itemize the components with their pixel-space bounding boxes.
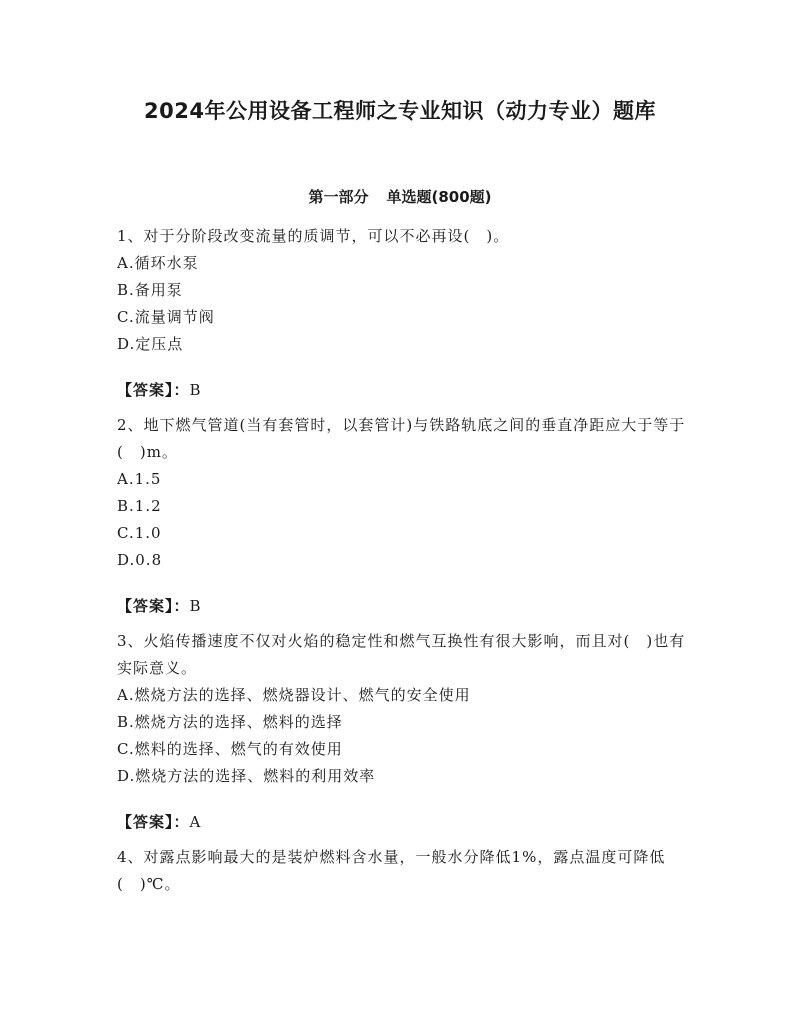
question-stem: 3、火焰传播速度不仅对火焰的稳定性和燃气互换性有很大影响，而且对( )也有实际意义。 <box>117 632 686 677</box>
answer-value: A <box>189 813 202 831</box>
section-heading <box>0 186 800 207</box>
question-option: D.燃烧方法的选择、燃料的利用效率 <box>117 767 376 785</box>
answer-line <box>117 593 687 620</box>
question-list <box>117 223 687 898</box>
section-name: 单选题(800题) <box>386 188 492 206</box>
question-option: A.燃烧方法的选择、燃烧器设计、燃气的安全使用 <box>117 686 471 704</box>
question-stem: 1、对于分阶段改变流量的质调节，可以不必再设( )。 <box>117 227 510 245</box>
question-option: B.备用泵 <box>117 281 183 299</box>
question-option: C.燃料的选择、燃气的有效使用 <box>117 740 343 758</box>
answer-label: 【答案】： <box>117 381 190 399</box>
document-title: 2024年公用设备工程师之专业知识（动力专业）题库 <box>144 99 656 123</box>
question-stem: 4、对露点影响最大的是装炉燃料含水量，一般水分降低1%，露点温度可降低( )℃。 <box>117 848 666 893</box>
question-option: A.循环水泵 <box>117 254 199 272</box>
question-option: B.1.2 <box>117 497 162 515</box>
answer-label: 【答案】： <box>117 813 190 831</box>
question-option: C.1.0 <box>117 524 162 542</box>
question-option: D.定压点 <box>117 335 184 353</box>
question-option: D.0.8 <box>117 551 163 569</box>
question-option: B.燃烧方法的选择、燃料的选择 <box>117 713 343 731</box>
answer-label: 【答案】： <box>117 597 190 615</box>
answer-line <box>117 377 687 404</box>
answer-value: B <box>189 381 202 399</box>
question-option: C.流量调节阀 <box>117 308 215 326</box>
question-stem: 2、地下燃气管道(当有套管时，以套管计)与铁路轨底之间的垂直净距应大于等于( )m。 <box>117 416 686 461</box>
question-option: A.1.5 <box>117 470 162 488</box>
answer-value: B <box>189 597 202 615</box>
answer-line <box>117 809 687 836</box>
section-part: 第一部分 <box>308 188 369 206</box>
